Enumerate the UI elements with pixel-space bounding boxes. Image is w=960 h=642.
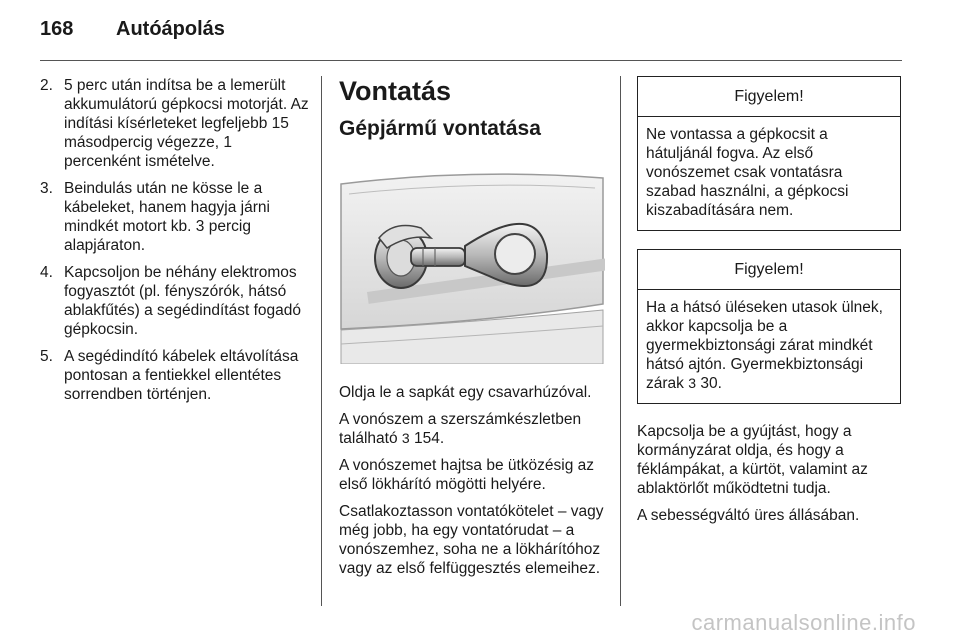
warning-box xyxy=(637,249,901,404)
step-list xyxy=(40,76,312,404)
page-header xyxy=(40,18,225,41)
paragraph: A sebességváltó üres állásában. xyxy=(637,507,860,524)
paragraph: Kapcsolja be a gyújtást, hogy a kormányzárat oldja, és hogy a féklámpákat, a kürtöt, valamint az ablaktörlőt működtetni tudja. xyxy=(637,423,868,497)
page-reference: 30 xyxy=(700,375,718,392)
list-item: 4. Kapcsoljon be néhány elektromos fogyasztót (pl. fényszórók, hátsó ablakfűtés) a segédindítást fogadó gépkocsin. xyxy=(40,264,301,338)
warning-title: Figyelem! xyxy=(638,77,900,117)
page-reference: 154 xyxy=(414,430,440,447)
paragraph: A vonószemet hajtsa be ütközésig az első lökhárító mögötti helyére. xyxy=(339,457,595,493)
towing-eye-illustration xyxy=(339,154,605,364)
cross-reference-icon: 3 xyxy=(401,430,410,446)
right-column xyxy=(637,76,901,533)
column-divider-1 xyxy=(321,76,322,606)
column-divider-2 xyxy=(620,76,621,606)
watermark: carmanualsonline.info xyxy=(691,610,916,635)
subsection-heading: Gépjármű vontatása xyxy=(339,117,541,140)
section-heading: Vontatás xyxy=(339,76,452,106)
warning-text: Ha a hátsó üléseken utasok ülnek, akkor kapcsolja be a gyermekbiztonsági zárat mindkét hátsó ajtón. Gyermekbiztonsági zárak 3 30. xyxy=(646,299,883,392)
list-item: 2. 5 perc után indítsa be a lemerült akkumulátorú gépkocsi motorját. Az indítási kísérleteket legfeljebb 15 másodpercig végezze, 1 percenként ismételve. xyxy=(40,77,309,170)
warning-box xyxy=(637,76,901,231)
list-item: 3. Beindulás után ne kösse le a kábeleket, hanem hagyja járni mindkét motort kb. 3 percig alapjáraton. xyxy=(40,180,270,254)
warning-title: Figyelem! xyxy=(638,250,900,290)
section-title: Autóápolás xyxy=(116,18,225,40)
left-column xyxy=(40,76,312,412)
list-item: 5. A segédindító kábelek eltávolítása pontosan a fentiekkel ellentétes sorrendben történjen. xyxy=(40,348,299,403)
middle-column xyxy=(339,76,611,586)
page-number: 168 xyxy=(40,18,74,40)
header-rule xyxy=(40,60,902,61)
warning-text: Ne vontassa a gépkocsit a hátuljánál fogva. Az első vonószemet csak vontatásra szabad használni, a gépkocsi kiszabadítására nem. xyxy=(646,126,849,219)
paragraph: Oldja le a sapkát egy csavarhúzóval. xyxy=(339,384,592,401)
paragraph: A vonószem a szerszámkészletben található 3 154. xyxy=(339,411,582,447)
paragraph: Csatlakoztasson vontatókötelet – vagy még jobb, ha egy vontatórudat – a vonószemhez, soha ne a lökhárítóhoz vagy az első felfüggesztés elemeihez. xyxy=(339,503,604,577)
cross-reference-icon: 3 xyxy=(688,375,697,391)
